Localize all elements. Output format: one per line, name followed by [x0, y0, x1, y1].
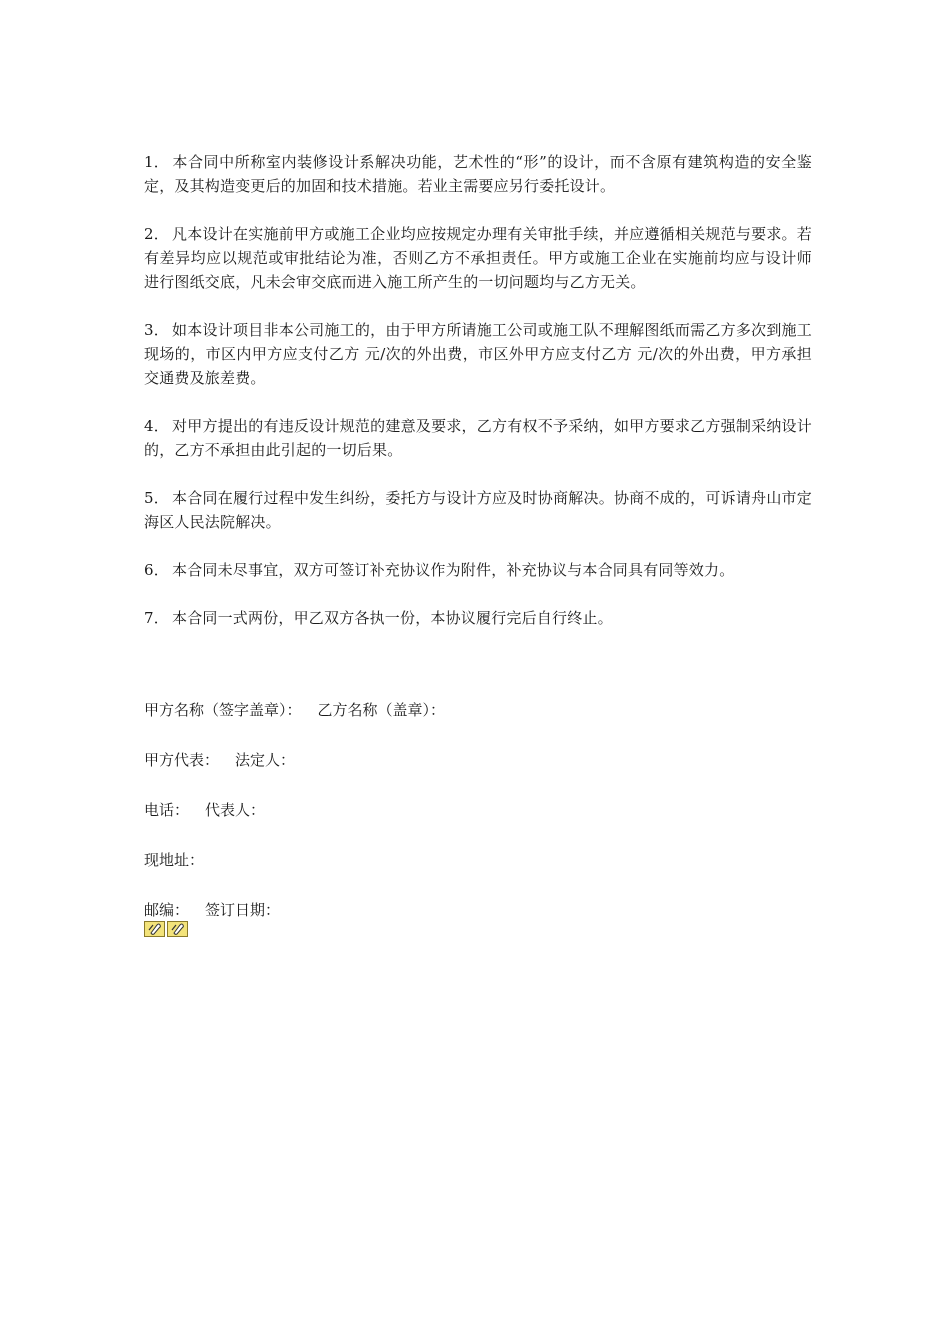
- representatives-line: [144, 748, 812, 772]
- clause-4: [144, 414, 812, 462]
- phone-line: [144, 798, 812, 822]
- clause-number: 3．: [144, 321, 169, 339]
- address-line: [144, 848, 812, 872]
- party-b-name-label: 乙方名称（盖章）：: [317, 701, 446, 719]
- clause-7: [144, 606, 812, 630]
- contract-clauses: [144, 150, 812, 654]
- clause-text: 本合同中所称室内装修设计系解决功能，艺术性的“形”的设计，而不含原有建筑构造的安全鉴定，及其构造变更后的加固和技术措施。若业主需要应另行委托设计。: [144, 153, 812, 195]
- clause-number: 2．: [144, 225, 169, 243]
- clause-text: 本合同在履行过程中发生纠纷，委托方与设计方应及时协商解决。协商不成的，可诉请舟山市定海区人民法院解决。: [144, 489, 812, 531]
- phone-label: 电话：: [144, 801, 190, 819]
- clause-number: 6．: [144, 561, 169, 579]
- clause-3: [144, 318, 812, 390]
- postcode-label: 邮编：: [144, 901, 190, 919]
- party-a-rep-label: 甲方代表：: [144, 751, 220, 769]
- clause-number: 1．: [144, 153, 169, 171]
- clause-text: 本合同未尽事宜，双方可签订补充协议作为附件，补充协议与本合同具有同等效力。: [172, 561, 735, 579]
- clause-text: 对甲方提出的有违反设计规范的建意及要求，乙方有权不予采纳，如甲方要求乙方强制采纳设计的，乙方不承担由此引起的一切后果。: [144, 417, 812, 459]
- attachment-icon[interactable]: [167, 921, 188, 937]
- legal-person-label: 法定人：: [235, 751, 296, 769]
- clause-2: [144, 222, 812, 294]
- clause-text: 如本设计项目非本公司施工的，由于甲方所请施工公司或施工队不理解图纸而需乙方多次到施工现场的，市区内甲方应支付乙方 元/次的外出费，市区外甲方应支付乙方 元/次的外出费，甲方承担交通费及旅差费。: [144, 321, 812, 387]
- clause-number: 5．: [144, 489, 169, 507]
- clause-number: 4．: [144, 417, 169, 435]
- address-label: 现地址：: [144, 851, 205, 869]
- attachment-icon[interactable]: [144, 921, 165, 937]
- party-names-line: [144, 698, 812, 722]
- sign-date-label: 签订日期：: [205, 901, 281, 919]
- clause-text: 凡本设计在实施前甲方或施工企业均应按规定办理有关审批手续，并应遵循相关规范与要求。若有差异均应以规范或审批结论为准，否则乙方不承担责任。甲方或施工企业在实施前均应与设计师进行图纸交底，凡未会审交底而进入施工所产生的一切问题均与乙方无关。: [144, 225, 812, 291]
- party-a-name-label: 甲方名称（签字盖章）：: [144, 701, 302, 719]
- clause-number: 7．: [144, 609, 169, 627]
- representative-label: 代表人：: [205, 801, 266, 819]
- clause-text: 本合同一式两份，甲乙双方各执一份，本协议履行完后自行终止。: [172, 609, 613, 627]
- attachment-icons: [144, 921, 188, 937]
- postcode-line: [144, 898, 812, 922]
- clause-6: [144, 558, 812, 582]
- signature-block: [144, 698, 812, 948]
- clause-5: [144, 486, 812, 534]
- clause-1: [144, 150, 812, 198]
